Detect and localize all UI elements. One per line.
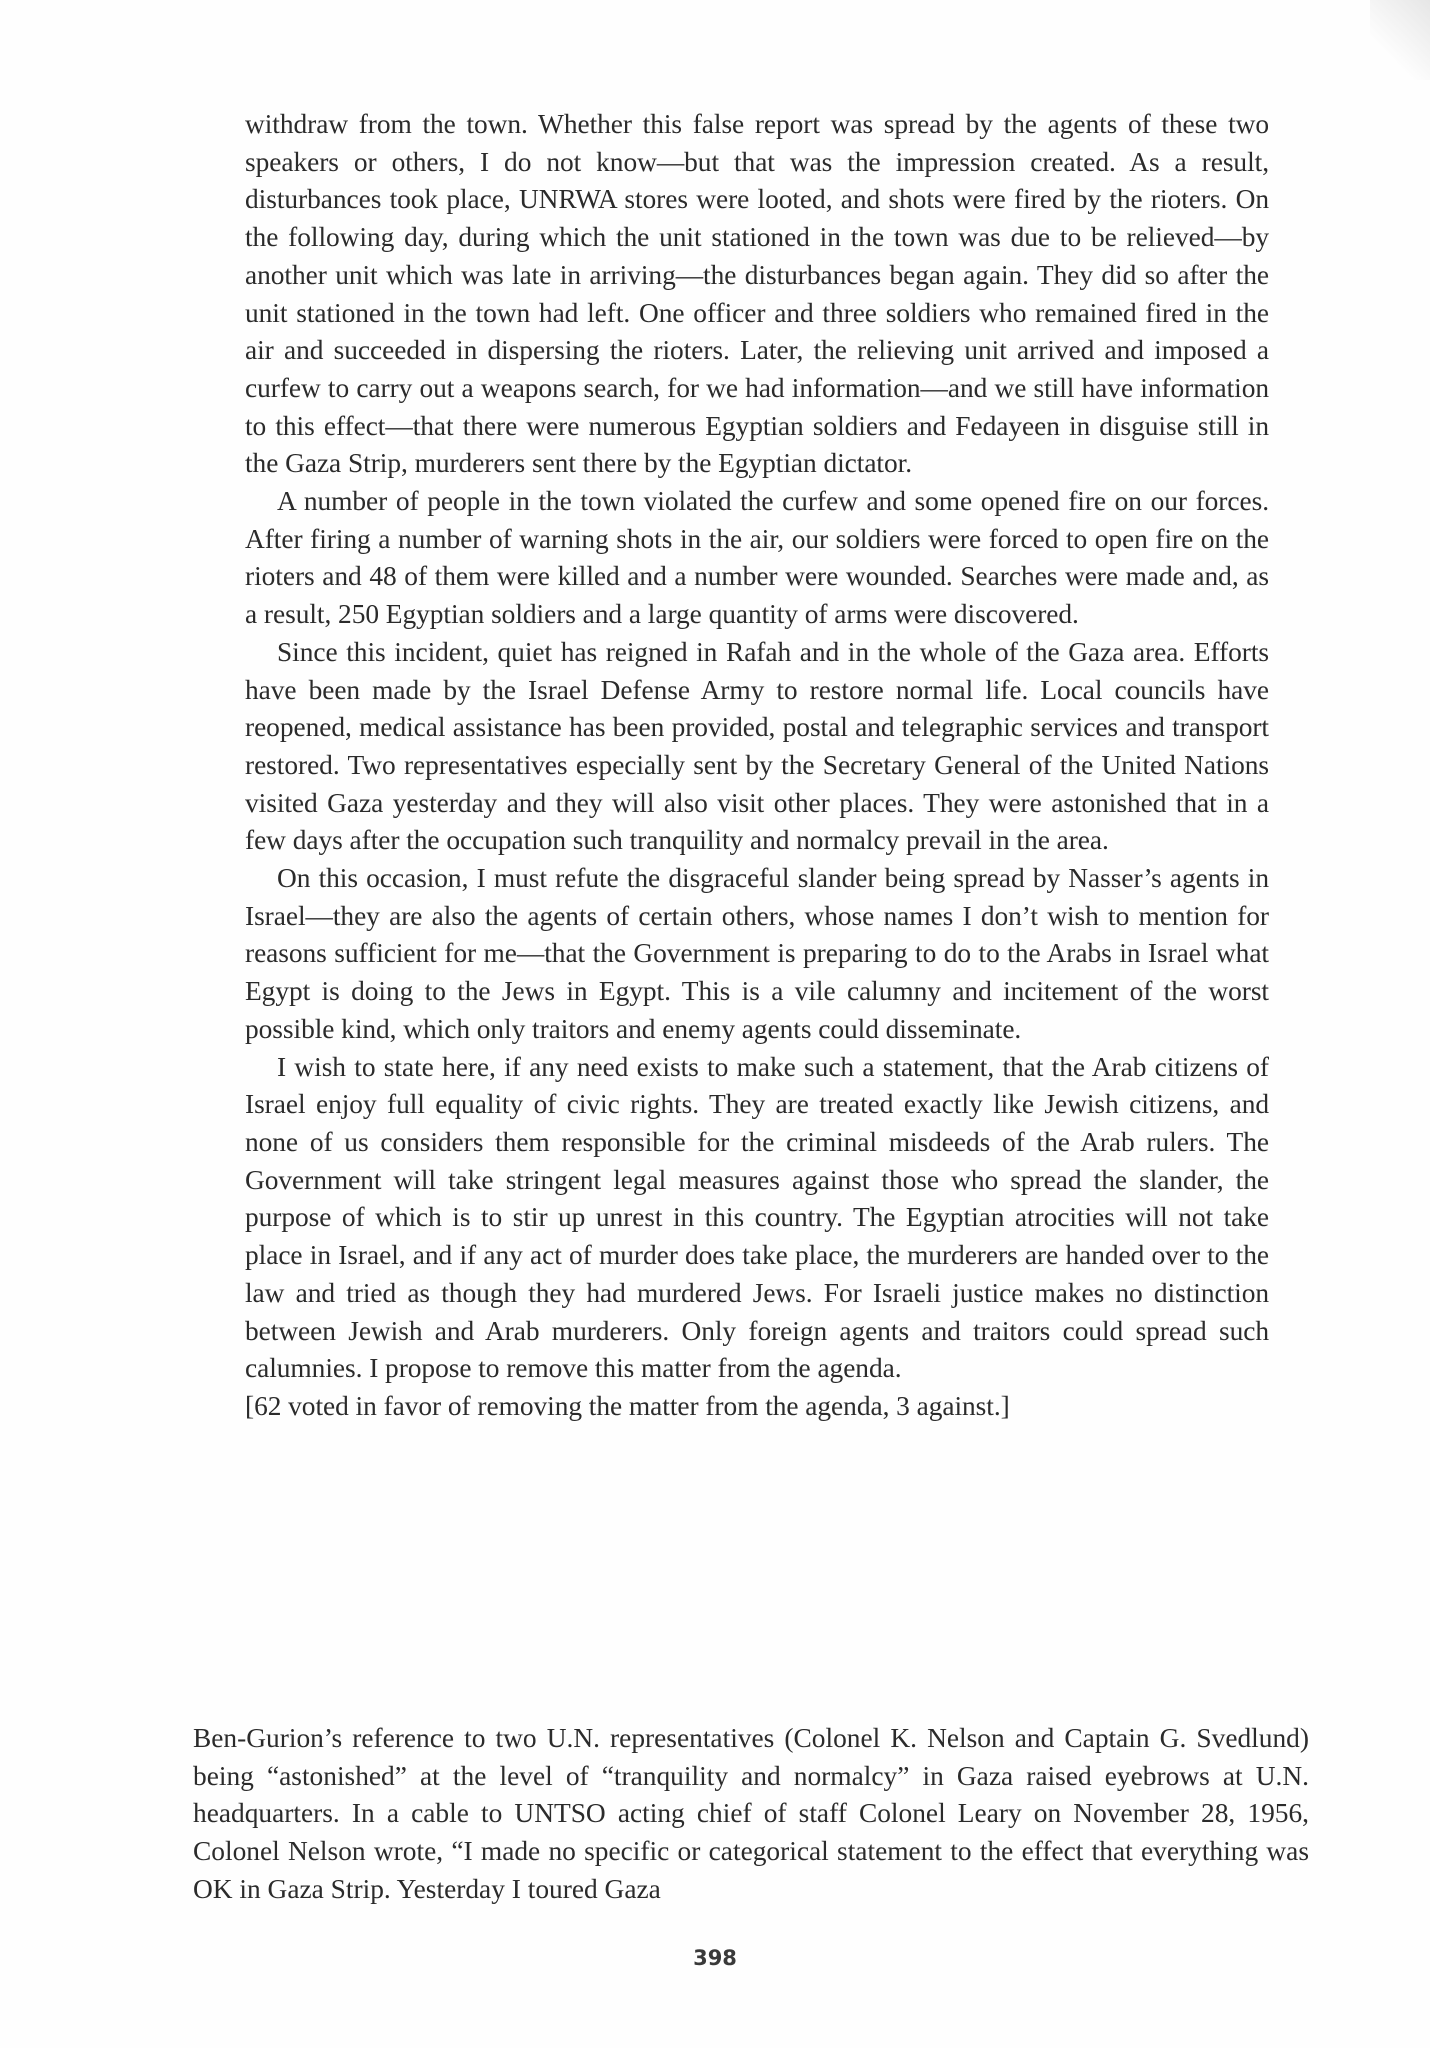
speech-paragraph: I wish to state here, if any need exists to make such a statement, that the Arab citizens of Israel enjoy full equality of civic rights. They are treated exactly like Jewish citizens, and none of us considers them responsible for the criminal misdeeds of the Arab rulers. The Government will take stringent legal measures against those who spread the slander, the purpose of which is to stir up unrest in this country. The Egyptian atrocities will not take place in Israel, and if any act of murder does take place, the murderers are handed over to the law and tried as though they had murdered Jews. For Israeli justice makes no distinction between Jewish and Arab murderers. Only foreign agents and traitors could spread such calumnies. I propose to remove this matter from the agenda. <box>245 1051 1269 1384</box>
speech-paragraph: withdraw from the town. Whether this false report was spread by the agents of these two speakers or others, I do not know—but that was the impression created. As a result, disturbances took place, UNRWA stores were looted, and shots were fired by the rioters. On the following day, during which the unit stationed in the town was due to be relieved—by another unit which was late in arriving—the disturbances began again. They did so after the unit stationed in the town had left. One officer and three soldiers who remained fired in the air and succeeded in dispersing the rioters. Later, the relieving unit arrived and imposed a curfew to carry out a weapons search, for we had information—and we still have information to this effect—that there were numerous Egyptian soldiers and Fedayeen in disguise still in the Gaza Strip, murderers sent there by the Egyptian dictator. <box>245 109 1269 479</box>
speech-paragraph: On this occasion, I must refute the disgraceful slander being spread by Nasser’s agents in Israel—they are also the agents of certain others, whose names I don’t wish to mention for reasons sufficient for me—that the Government is preparing to do to the Arabs in Israel what Egypt is doing to the Jews in Egypt. This is a vile calumny and incitement of the worst possible kind, which only traitors and enemy agents could disseminate. <box>245 863 1269 1044</box>
speech-paragraph: Since this incident, quiet has reigned in Rafah and in the whole of the Gaza area. Efforts have been made by the Israel Defense Army to restore normal life. Local councils have reopened, medical assistance has been provided, postal and telegraphic services and transport restored. Two representatives especially sent by the Secretary General of the United Nations visited Gaza yesterday and they will also visit other places. They were astonished that in a few days after the occupation such tranquility and normalcy prevail in the area. <box>245 636 1269 856</box>
quoted-speech-block <box>245 106 1269 1426</box>
commentary-block <box>193 1720 1309 1909</box>
page-corner-shadow <box>1370 0 1430 80</box>
page-number: 398 <box>693 1946 737 1970</box>
speech-paragraph: A number of people in the town violated the curfew and some opened fire on our forces. After firing a number of warning shots in the air, our soldiers were forced to open fire on the rioters and 48 of them were killed and a number were wounded. Searches were made and, as a result, 250 Egyptian soldiers and a large quantity of arms were discovered. <box>245 486 1269 630</box>
vote-result-note: [62 voted in favor of removing the matter from the agenda, 3 against.] <box>245 1390 1010 1421</box>
commentary-paragraph: Ben-Gurion’s reference to two U.N. representatives (Colonel K. Nelson and Captain G. Svedlund) being “astonished” at the level of “tranquility and normalcy” in Gaza raised eyebrows at U.N. headquarters. In a cable to UNTSO acting chief of staff Colonel Leary on November 28, 1956, Colonel Nelson wrote, “I made no specific or categorical statement to the effect that everything was OK in Gaza Strip. Yesterday I toured Gaza <box>193 1723 1309 1904</box>
